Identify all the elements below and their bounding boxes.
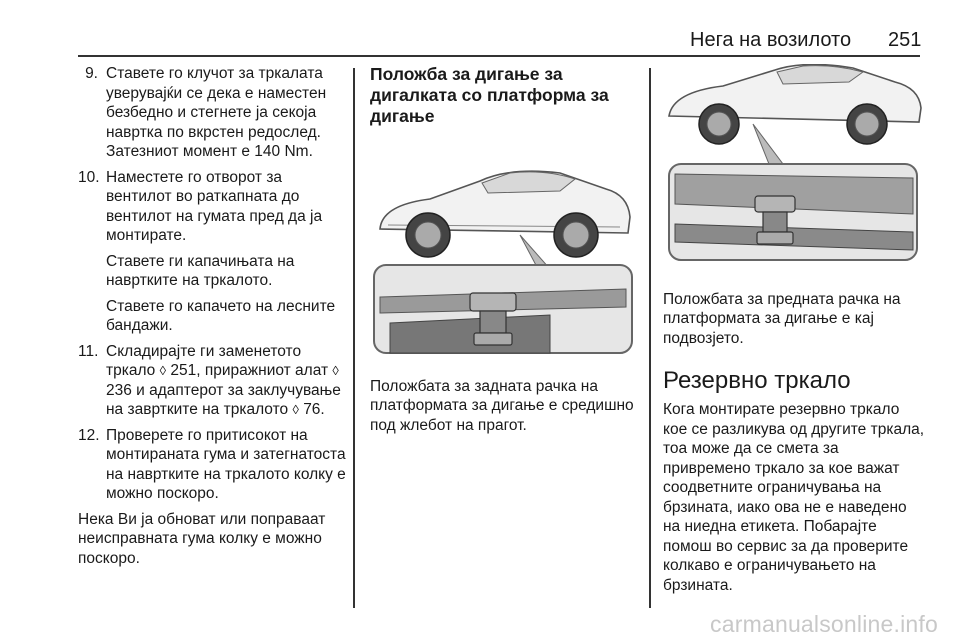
rear-lift-point-figure <box>370 137 636 363</box>
column-divider-right <box>649 68 651 608</box>
closing-paragraph: Нека Ви ја обноват или поправаат неисправната гума колку е можно поскоро. <box>78 510 326 567</box>
reference-arrow-icon: ◊ <box>159 363 167 378</box>
site-watermark: carmanualsonline.info <box>710 611 938 637</box>
page-section-title: Нега на возилото <box>690 29 852 51</box>
step-item <box>78 342 350 420</box>
spare-wheel-heading: Резервно тркало <box>663 367 851 394</box>
step-reference[interactable]: 236 и адаптерот за заклучување на завртките на тркалото <box>106 381 341 418</box>
step-reference[interactable]: 76. <box>303 401 325 418</box>
spare-wheel-body: Кога монтирате резервно тркало кое се разликува од другите тркала, тоа може да се смета за привремено тркало за кое важат соодветните ограничувања на брзината, иако ова не е наведено на ниедна етикета. Побарајте помош во сервис за да проверите колкаво е ограничувањето на брзината. <box>663 401 925 594</box>
page-header <box>0 26 960 56</box>
right-column <box>663 64 925 595</box>
step-item <box>78 64 350 162</box>
step-item <box>78 168 350 336</box>
step-number: 12. <box>78 426 100 444</box>
step-text: Ставете ги капачињата на навртките на тркалото. <box>106 252 295 289</box>
step-item <box>78 426 350 504</box>
step-text: Наместете го отворот за вентилот во раткапната до вентилот на гумата пред да ја монтирате. <box>106 168 323 244</box>
step-number: 9. <box>85 65 98 82</box>
step-reference[interactable]: 251, приражниот алат <box>170 362 329 379</box>
step-text: Ставете го клучот за тркалата уверувајќи се дека е наместен безбедно и стегнете ја секоја навртка по вкрстен редослед. Затезниот момент е 140 Nm. <box>106 65 327 160</box>
front-lift-point-figure <box>663 64 923 270</box>
reference-arrow-icon: ◊ <box>332 363 339 378</box>
car-lift-rear-illustration <box>370 137 636 357</box>
car-lift-front-illustration <box>663 64 923 264</box>
header-rule <box>78 55 920 57</box>
reference-arrow-icon: ◊ <box>292 402 299 417</box>
left-column <box>78 64 350 568</box>
step-text: Ставете го капачето на лесните бандажи. <box>106 297 336 334</box>
step-text-part: Складирајте ги заменетото тркало <box>106 342 302 379</box>
rear-lift-caption: Положбата за задната рачка на платформата за дигање е средишно под жлебот на прагот. <box>370 377 634 434</box>
page-number: 251 <box>888 29 922 51</box>
middle-column <box>370 64 635 435</box>
front-lift-caption: Положбата за предната рачка на платформата за дигање е кај подвозјето. <box>663 290 901 347</box>
column-divider-left <box>353 68 355 608</box>
lift-point-title: Положба за дигање за дигалката со платформа за дигање <box>370 64 609 126</box>
step-number: 11. <box>78 342 99 360</box>
step-number: 10. <box>78 168 100 186</box>
step-text <box>106 342 350 420</box>
step-text: Проверете го притисокот на монтираната гума и затегнатоста на навртките на тркалото колку е можно поскоро. <box>106 426 346 502</box>
